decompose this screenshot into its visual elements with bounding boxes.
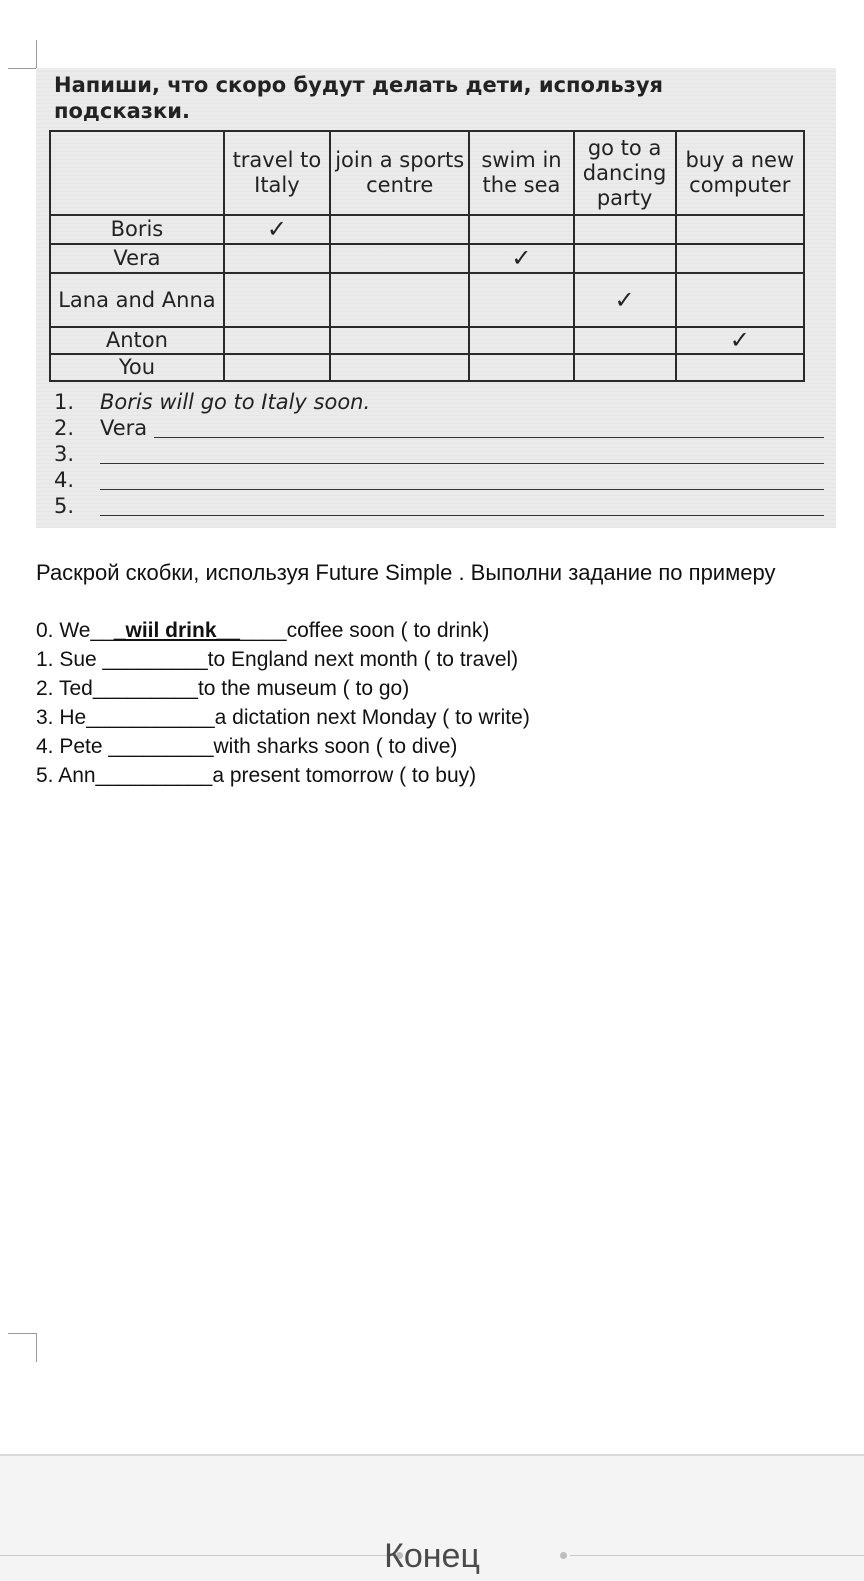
- exercise-line: 3. He___________a dictation next Monday ( to write): [36, 706, 530, 729]
- table-row: [50, 354, 804, 381]
- page-corner-top: [8, 40, 37, 69]
- check-cell: [676, 354, 804, 381]
- exercise-list: [36, 616, 836, 790]
- scanned-worksheet-image: [36, 68, 836, 528]
- exercise-line: 1. Sue _________to England next month ( to travel): [36, 648, 519, 671]
- check-cell: [574, 327, 676, 354]
- table-row: [50, 273, 804, 327]
- row-name: Vera: [50, 244, 224, 273]
- example-start: 0. We__: [36, 619, 114, 642]
- blank-line: [100, 489, 824, 490]
- activity-table: [49, 130, 805, 382]
- answer-line: [54, 492, 824, 518]
- document-end-footer: [0, 1454, 864, 1581]
- answer-number: 4.: [54, 468, 75, 492]
- table-row: [50, 327, 804, 354]
- row-name: You: [50, 354, 224, 381]
- divider-right: [570, 1555, 864, 1556]
- blank-line: [100, 515, 824, 516]
- check-cell: [224, 273, 330, 327]
- divider-dot-right: [560, 1552, 567, 1559]
- answer-line: [54, 440, 824, 466]
- row-name: Boris: [50, 215, 224, 244]
- blank-line: [100, 463, 824, 464]
- check-cell: [676, 215, 804, 244]
- exercise-line: 2. Ted_________to the museum ( to go): [36, 677, 410, 700]
- check-cell: [469, 327, 573, 354]
- check-cell: [330, 244, 469, 273]
- blank-line: [154, 437, 824, 438]
- answer-number: 5.: [54, 494, 75, 518]
- check-cell: [574, 215, 676, 244]
- row-name: Anton: [50, 327, 224, 354]
- check-cell: [330, 273, 469, 327]
- exercise-line: 4. Pete _________with sharks soon ( to dive): [36, 735, 458, 758]
- check-cell: ✓: [574, 273, 676, 327]
- check-cell: ✓: [676, 327, 804, 354]
- check-cell: [676, 273, 804, 327]
- row-name: Lana and Anna: [50, 273, 224, 327]
- table-row: [50, 215, 804, 244]
- page-corner-bottom: [8, 1333, 37, 1362]
- check-cell: ✓: [469, 244, 573, 273]
- check-cell: [224, 327, 330, 354]
- table-corner-cell: [50, 131, 224, 215]
- task-instruction: Раскрой скобки, используя Future Simple . Выполни задание по примеру: [36, 560, 776, 585]
- check-cell: [224, 354, 330, 381]
- answer-number: 1.: [54, 390, 75, 414]
- future-simple-task: [36, 558, 836, 790]
- answer-line: [54, 388, 824, 414]
- check-cell: [330, 327, 469, 354]
- answer-line: [54, 414, 824, 440]
- check-cell: [330, 215, 469, 244]
- check-cell: [469, 273, 573, 327]
- answer-line: [54, 466, 824, 492]
- answer-text: Vera: [100, 416, 148, 440]
- example-answer: _wiil drink__: [113, 619, 240, 642]
- answer-lines: [54, 388, 824, 518]
- worksheet-instruction: Напиши, что скоро будут делать дети, используя подсказки.: [54, 73, 664, 123]
- answer-number: 3.: [54, 442, 75, 466]
- column-header: join a sports centre: [330, 131, 469, 215]
- check-cell: [469, 354, 573, 381]
- answer-text: Boris will go to Italy soon.: [100, 390, 371, 414]
- check-cell: [469, 215, 573, 244]
- column-header: travel to Italy: [224, 131, 330, 215]
- check-cell: ✓: [224, 215, 330, 244]
- check-cell: [574, 244, 676, 273]
- exercise-line: 5. Ann__________a present tomorrow ( to buy): [36, 764, 477, 787]
- end-label: Конец: [384, 1537, 480, 1575]
- check-cell: [330, 354, 469, 381]
- column-header: buy a new computer: [676, 131, 804, 215]
- answer-number: 2.: [54, 416, 75, 440]
- example-line: [36, 616, 836, 645]
- check-cell: [676, 244, 804, 273]
- table-row: [50, 244, 804, 273]
- example-end: ____coffee soon ( to drink): [239, 619, 490, 642]
- check-cell: [574, 354, 676, 381]
- table-header-row: [50, 131, 804, 215]
- column-header: go to a dancing party: [574, 131, 676, 215]
- column-header: swim in the sea: [469, 131, 573, 215]
- check-cell: [224, 244, 330, 273]
